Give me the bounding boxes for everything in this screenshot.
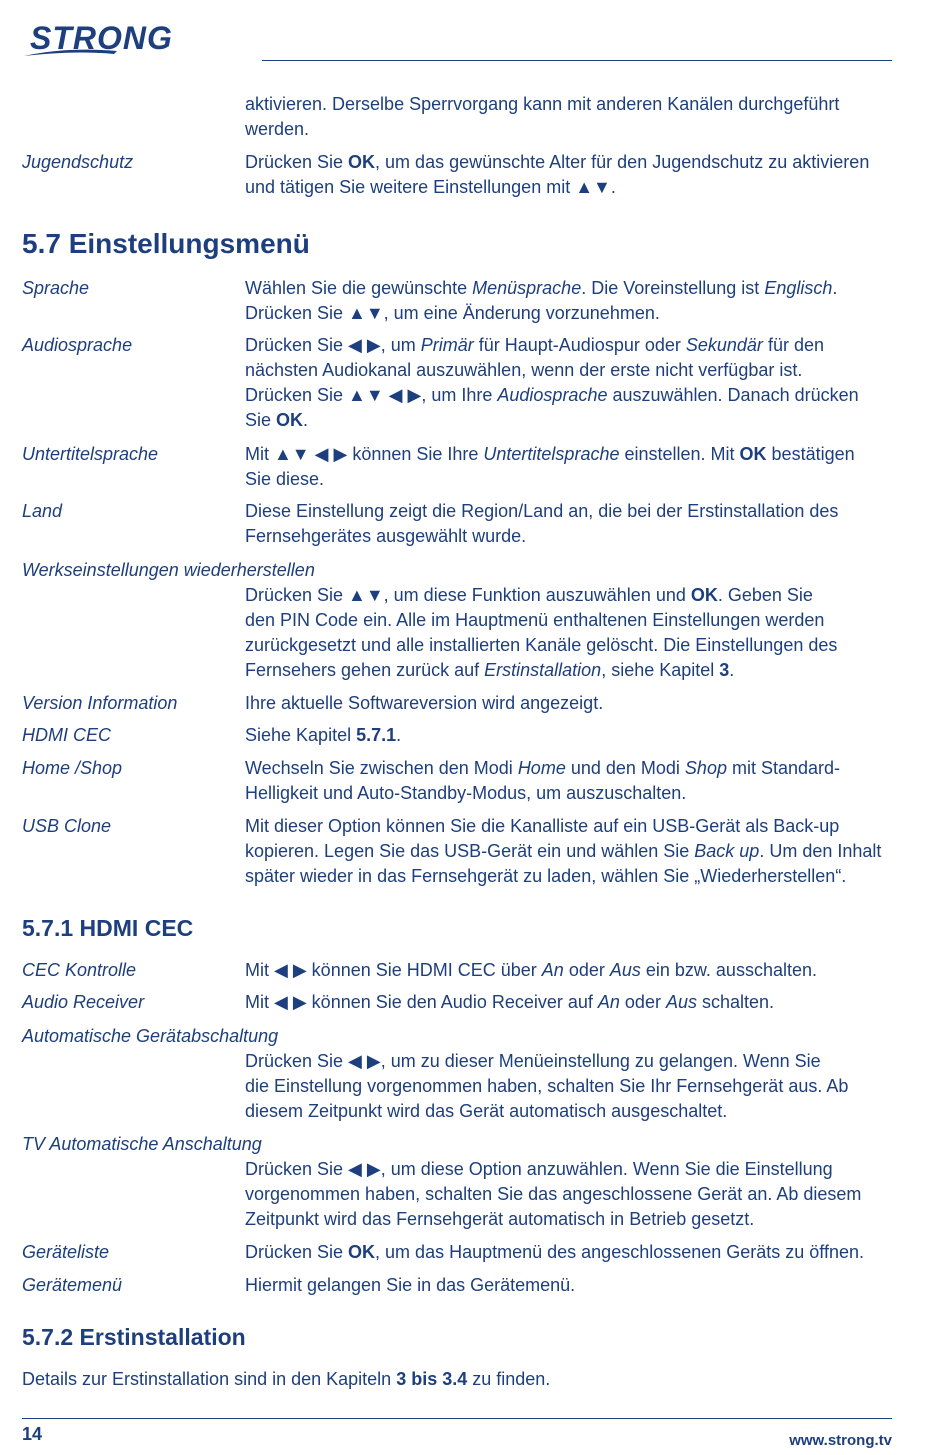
term-jugendschutz: Jugendschutz bbox=[22, 152, 134, 172]
logo-text: STRONG bbox=[30, 20, 173, 56]
erstinstallation-text: Details zur Erstinstallation sind in den Kapiteln 3 bis 3.4 zu finden. bbox=[22, 1369, 551, 1389]
heading-5-7-2: 5.7.2 Erstinstallation bbox=[22, 1324, 246, 1350]
desc-jugendschutz: Drücken Sie OK, um das gewünschte Alter für den Jugendschutz zu aktivieren und tätigen Sie weitere Einstellungen mit ▲▼. bbox=[245, 152, 870, 197]
strong-logo bbox=[22, 18, 227, 58]
footer-rule bbox=[22, 1418, 892, 1419]
header-rule bbox=[262, 60, 892, 61]
website-url: www.strong.tv bbox=[789, 1432, 892, 1449]
heading-5-7-1: 5.7.1 HDMI CEC bbox=[22, 915, 194, 941]
heading-5-7: 5.7 Einstellungsmenü bbox=[22, 228, 310, 259]
page-number: 14 bbox=[22, 1424, 43, 1444]
